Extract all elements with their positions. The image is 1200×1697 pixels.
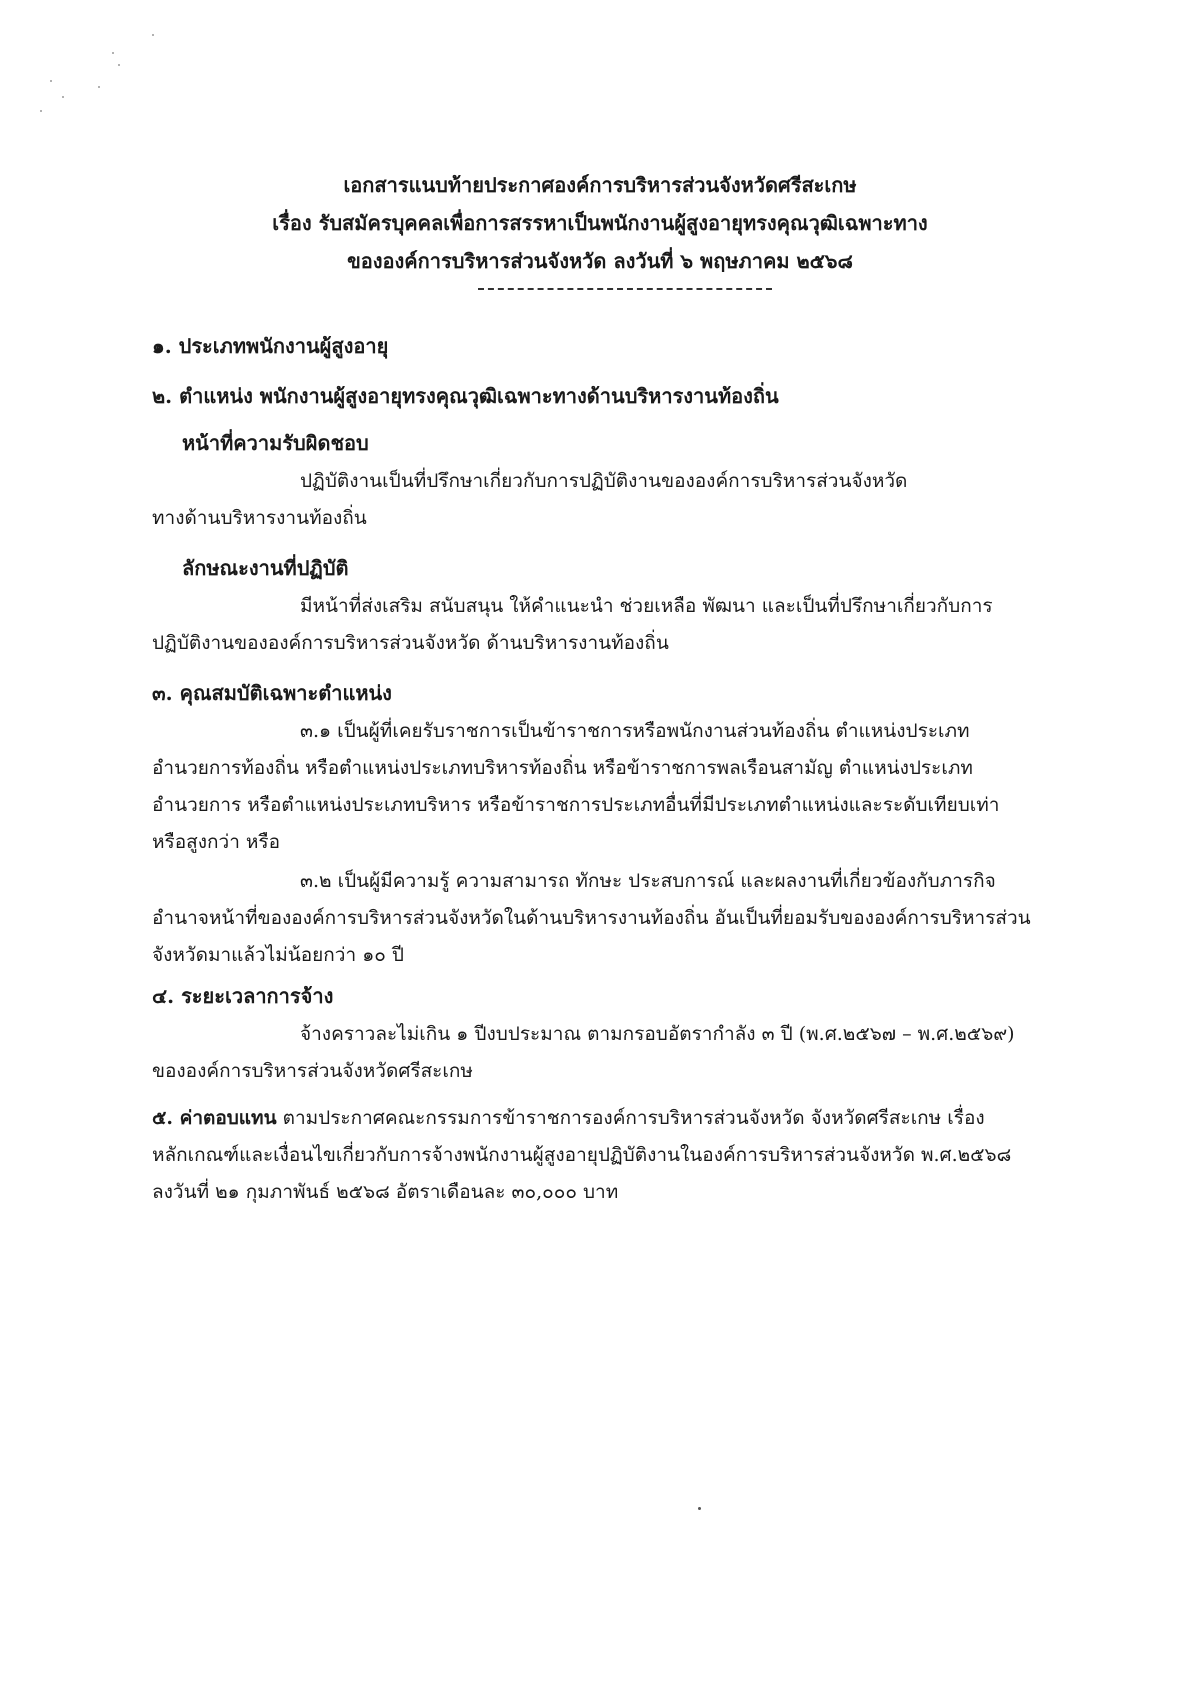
scan-speck [98, 86, 100, 88]
compensation-line-2: หลักเกณฑ์และเงื่อนไขเกี่ยวกับการจ้างพนักงานผู้สูงอายุปฏิบัติงานในองค์การบริหารส่วนจังหวัด พ.ศ.๒๕๖๘ [152, 1144, 1012, 1166]
compensation-line-1 [152, 1100, 1092, 1137]
qualification-2-line-2: อำนาจหน้าที่ขององค์การบริหารส่วนจังหวัดในด้านบริหารงานท้องถิ่น อันเป็นที่ยอมรับขององค์การบริหารส่วน [152, 907, 1031, 929]
compensation-line-3: ลงวันที่ ๒๑ กุมภาพันธ์ ๒๕๖๘ อัตราเดือนละ ๓๐,๐๐๐ บาท [152, 1181, 619, 1203]
section-1 [152, 328, 1092, 364]
qualification-1-line-3: อำนวยการ หรือตำแหน่งประเภทบริหาร หรือข้าราชการประเภทอื่นที่มีประเภทตำแหน่งและระดับเทียบเท่า [152, 794, 1000, 816]
section-3 [152, 675, 1092, 711]
qualification-1-paragraph [152, 713, 1092, 861]
scan-speck [112, 52, 114, 54]
compensation-paragraph [152, 1100, 1092, 1211]
qualification-1-line-2: อำนวยการท้องถิ่น หรือตำแหน่งประเภทบริหารท้องถิ่น หรือข้าราชการพลเรือนสามัญ ตำแหน่งประเภท [152, 757, 973, 779]
duties-line-1: ปฏิบัติงานเป็นที่ปรึกษาเกี่ยวกับการปฏิบัติงานขององค์การบริหารส่วนจังหวัด [300, 470, 908, 492]
work-title: ลักษณะงานที่ปฏิบัติ [182, 556, 349, 580]
qualification-2-line-1: ๓.๒ เป็นผู้มีความรู้ ความสามารถ ทักษะ ประสบการณ์ และผลงานที่เกี่ยวข้องกับภารกิจ [300, 870, 996, 892]
section-3-title: ๓. คุณสมบัติเฉพาะตำแหน่ง [152, 681, 392, 705]
work-paragraph [152, 588, 1092, 662]
header-line-1: เอกสารแนบท้ายประกาศองค์การบริหารส่วนจังหวัดศรีสะเกษ [343, 173, 857, 197]
term-paragraph [152, 1016, 1092, 1090]
section-1-title: ๑. ประเภทพนักงานผู้สูงอายุ [152, 334, 389, 358]
qualification-1-line-4: หรือสูงกว่า หรือ [152, 831, 281, 853]
scan-speck [50, 80, 52, 82]
compensation-line-1-text: ตามประกาศคณะกรรมการข้าราชการองค์การบริหารส่วนจังหวัด จังหวัดศรีสะเกษ เรื่อง [276, 1107, 985, 1129]
qualification-1-line-1: ๓.๑ เป็นผู้ที่เคยรับราชการเป็นข้าราชการหรือพนักงานส่วนท้องถิ่น ตำแหน่งประเภท [300, 720, 970, 742]
duties-line-2: ทางด้านบริหารงานท้องถิ่น [152, 507, 367, 529]
work-line-2: ปฏิบัติงานขององค์การบริหารส่วนจังหวัด ด้านบริหารงานท้องถิ่น [152, 632, 669, 654]
work-line-1: มีหน้าที่ส่งเสริม สนับสนุน ให้คำแนะนำ ช่วยเหลือ พัฒนา และเป็นที่ปรึกษาเกี่ยวกับการ [300, 595, 993, 617]
section-4 [152, 978, 1092, 1014]
header-divider [478, 288, 772, 290]
qualification-2-paragraph [152, 863, 1092, 974]
scan-speck [118, 64, 120, 66]
scan-speck [152, 34, 154, 36]
qualification-2-line-3: จังหวัดมาแล้วไม่น้อยกว่า ๑๐ ปี [152, 944, 404, 966]
term-line-2: ขององค์การบริหารส่วนจังหวัดศรีสะเกษ [152, 1060, 473, 1082]
section-4-title: ๔. ระยะเวลาการจ้าง [152, 984, 334, 1008]
duties-paragraph [152, 463, 1092, 537]
header-line-2: เรื่อง รับสมัครบุคคลเพื่อการสรรหาเป็นพนักงานผู้สูงอายุทรงคุณวุฒิเฉพาะทาง [272, 211, 928, 235]
header-line-3: ขององค์การบริหารส่วนจังหวัด ลงวันที่ ๖ พฤษภาคม ๒๕๖๘ [347, 249, 853, 273]
section-2 [152, 378, 1092, 414]
section-2-title: ๒. ตำแหน่ง พนักงานผู้สูงอายุทรงคุณวุฒิเฉพาะทางด้านบริหารงานท้องถิ่น [152, 384, 779, 408]
section-5-title: ๕. ค่าตอบแทน [152, 1107, 277, 1129]
duties-title: หน้าที่ความรับผิดชอบ [182, 431, 369, 455]
scan-speck [698, 1507, 701, 1510]
scan-speck [62, 96, 64, 98]
scan-speck [40, 110, 42, 112]
document-header [0, 166, 1200, 280]
term-line-1: จ้างคราวละไม่เกิน ๑ ปีงบประมาณ ตามกรอบอัตรากำลัง ๓ ปี (พ.ศ.๒๕๖๗ – พ.ศ.๒๕๖๙) [300, 1023, 1015, 1045]
